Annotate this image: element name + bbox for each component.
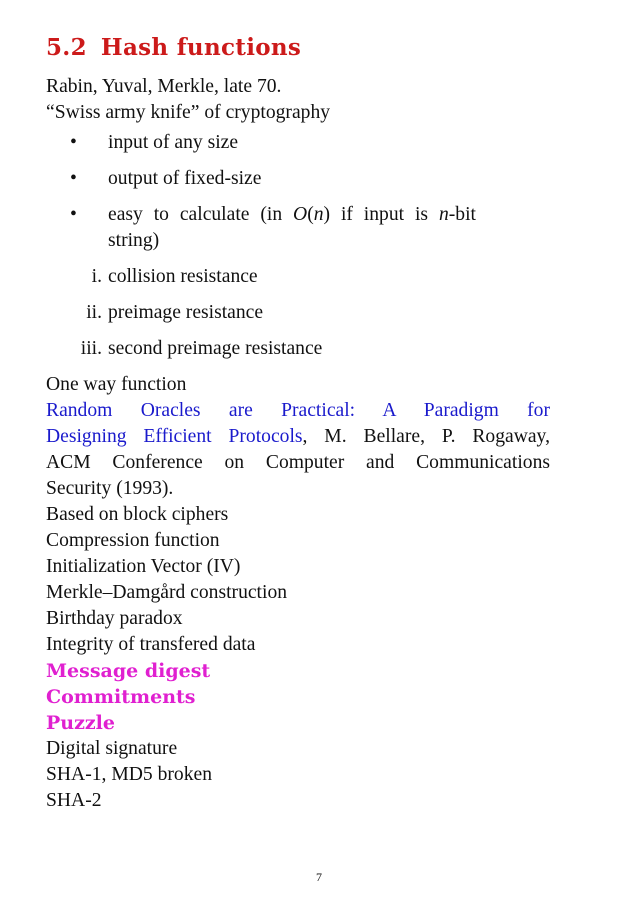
topic-line: Based on block ciphers xyxy=(46,504,229,525)
list-item xyxy=(46,202,550,254)
topic-line: Initialization Vector (IV) xyxy=(46,556,241,577)
topic-line: Digital signature xyxy=(46,738,178,759)
list-item-text: second preimage resistance xyxy=(108,338,323,359)
topic-line: Integrity of transfered data xyxy=(46,634,256,655)
roman-marker: ii. xyxy=(86,302,102,323)
intro-line: Rabin, Yuval, Merkle, late 70. xyxy=(46,76,282,97)
math-big-o: O xyxy=(293,204,308,225)
intro-line: “Swiss army knife” of cryptography xyxy=(46,102,331,123)
topic-line: Birthday paradox xyxy=(46,608,183,629)
reference-title-link[interactable]: Random Oracles are Practical: A Paradigm for xyxy=(46,400,550,421)
reference-citation xyxy=(46,398,550,502)
bullet-icon: • xyxy=(70,132,77,153)
topic-line: Merkle–Damgård construction xyxy=(46,582,288,603)
property-list xyxy=(46,264,550,362)
section-number: 5.2 xyxy=(46,34,87,61)
bullet-icon: • xyxy=(70,168,77,189)
topic-line: SHA-2 xyxy=(46,790,102,811)
reference-venue: Security (1993). xyxy=(46,478,174,499)
document-page xyxy=(46,34,550,814)
math-n: n xyxy=(313,204,324,225)
roman-marker: iii. xyxy=(80,338,102,359)
bullet-list xyxy=(46,130,550,254)
reference-authors: , M. Bellare, P. Rogaway, xyxy=(302,426,550,447)
one-way-function-line: One way function xyxy=(46,374,187,395)
list-item xyxy=(46,166,550,192)
topic-line: SHA-1, MD5 broken xyxy=(46,764,212,785)
list-item-text: preimage resistance xyxy=(108,302,264,323)
list-item xyxy=(46,264,550,290)
bullet-icon: • xyxy=(70,204,77,225)
section-heading xyxy=(46,34,550,61)
page-number: 7 xyxy=(316,870,322,884)
complexity-text: easy to calculate (in O(n) if input is n-bit string) xyxy=(108,204,476,251)
math-n: n xyxy=(438,204,449,225)
list-item-text: output of fixed-size xyxy=(108,168,262,189)
roman-marker: i. xyxy=(91,266,102,287)
list-item-text: collision resistance xyxy=(108,266,258,287)
reference-title-link[interactable]: Designing Efficient Protocols xyxy=(46,426,303,447)
topic-line: Compression function xyxy=(46,530,220,551)
highlighted-topic: Message digest xyxy=(46,660,211,682)
highlighted-topic: Commitments xyxy=(46,686,196,708)
section-title-text: Hash functions xyxy=(100,34,302,61)
list-item xyxy=(46,300,550,326)
reference-venue: ACM Conference on Computer and Communications xyxy=(46,452,550,473)
highlighted-topic: Puzzle xyxy=(46,712,115,734)
list-item-text: input of any size xyxy=(108,132,239,153)
list-item xyxy=(46,336,550,362)
list-item xyxy=(46,130,550,156)
